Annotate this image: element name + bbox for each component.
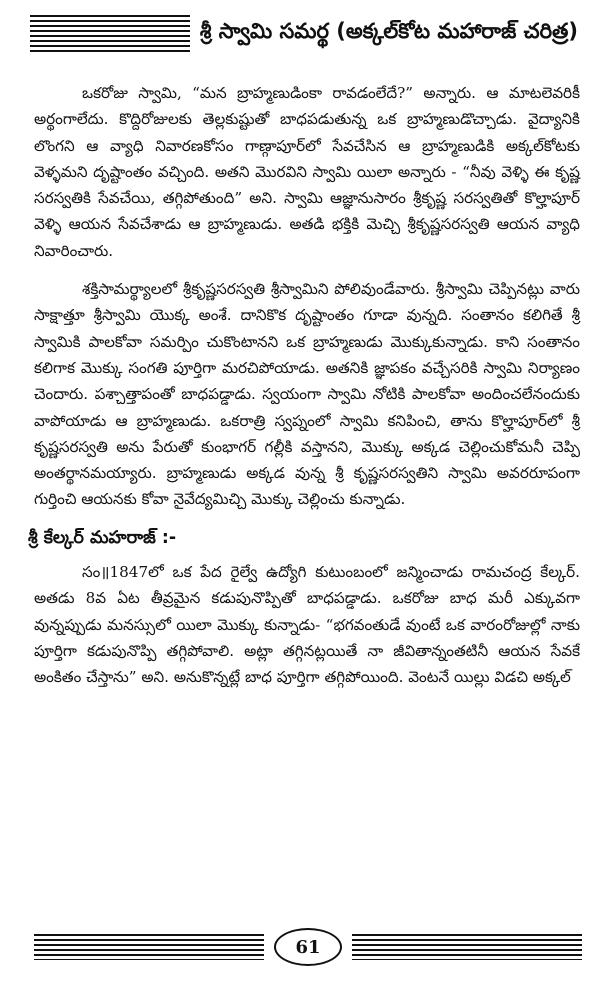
header-rules (30, 15, 190, 53)
page-number: 61 (274, 928, 342, 966)
page-body (28, 80, 580, 703)
paragraph-3: సం॥1847లో ఒక పేద రైల్వే ఉద్యోగి కుటుంబంలో జన్మించాడు రామచంద్ర కేల్కర్. అతడు 8వ ఏట తీవ్రమైన కడుపునొప్పితో బాధపడ్డాడు. ఒకరోజు బాధ మరీ ఎక్కువగా వున్నప్పుడు మనస్సులో యిలా మొక్కు కున్నాడు- “భగవంతుడే వుంటే ఒక వారంరోజుల్లో నాకు పూర్తిగా కడుపునొప్పి తగ్గిపోవాలి. అట్లా తగ్గినట్లయితే నా జీవితాన్నంతటినీ ఆయన సేవకే అంకితం చేస్తాను” అని. అనుకొన్నట్లే బాధ పూర్తిగా తగ్గిపోయింది. వెంటనే యిల్లు విడచి అక్కల్ (34, 563, 580, 687)
footer-rules-left (34, 934, 264, 960)
paragraph-1: ఒకరోజు స్వామి, “మన బ్రాహ్మణుడింకా రావడంలేదే?” అన్నారు. ఆ మాటలెవరికీ అర్థంగాలేదు. కొద్దిరోజులకు తెల్లకుష్టుతో బాధపడుతున్న ఒక బ్రాహ్మణుడొచ్చాడు. వైద్యానికి లొంగని ఆ వ్యాధి నివారణకోసం గాణ్గాపూర్‌లో సేవచేసిన ఆ బ్రాహ్మణుడికి అక్కల్‌కోటకు వెళ్ళమని దృష్టాంతం వచ్చింది. అతని మొరవిని స్వామి యిలా అన్నారు - “నీవు వెళ్ళి ఈ కృష్ణ సరస్వతికి సేవచేయి, తగ్గిపోతుంది” అని. స్వామి ఆజ్ఞానుసారం శ్రీకృష్ణ సరస్వతితో కొల్హాపూర్ వెళ్ళి ఆయన సేవచేశాడు ఆ బ్రాహ్మణుడు. అతడి భక్తికి మెచ్చి శ్రీకృష్ణసరస్వతి ఆయన వ్యాధి నివారించారు. (34, 84, 580, 260)
section-heading: శ్రీ కేల్కర్ మహరాజ్ :- (28, 527, 177, 548)
paragraph-2: శక్తిసామర్థ్యాలలో శ్రీకృష్ణసరస్వతి శ్రీస్వామిని పోలివుండేవారు. శ్రీస్వామి చెప్పినట్లు వారు సాక్షాత్తూ శ్రీస్వామి యొక్క అంశే. దానికొక దృష్టాంతం గూడా వున్నది. సంతానం కలిగితే శ్రీ స్వామికి పాలకోవా సమర్పిం చుకొంటానని ఒక బ్రాహ్మణుడు మొక్కుకున్నాడు. కాని సంతానం కలిగాక మొక్కు సంగతి పూర్తిగా మరచిపోయాడు. అతనికి జ్ఞాపకం వచ్చేసరికి స్వామి నిర్యాణం చెందారు. పశ్చాత్తాపంతో బాధపడ్డాడు. స్వయంగా స్వామి నోటికి పాలకోవా అందించలేనందుకు వాపోయాడు ఆ బ్రాహ్మణుడు. ఒకరాత్రి స్వప్నంలో స్వామి కనిపించి, తాను కొల్హాపూర్‌లో శ్రీ కృష్ణసరస్వతి అను పేరుతో కుంభాగర్ గల్లీకి వస్తానని, మొక్కు అక్కడ చెల్లించుకోమనీ చెప్పి అంతర్థానమయ్యారు. బ్రాహ్మణుడు అక్కడ వున్న శ్రీ కృష్ణసరస్వతిని స్వామి అవరరూపంగా గుర్తించి ఆయనకు కోవా నైవేద్యమిచ్చి మొక్కు చెల్లించు కున్నాడు. (34, 280, 580, 509)
running-title: శ్రీ స్వామి సమర్థ (అక్కల్‌కోట మహారాజ్ చరిత్ర) (190, 19, 582, 49)
page-footer (34, 925, 582, 969)
footer-rules-right (352, 934, 582, 960)
page-header (30, 12, 582, 56)
